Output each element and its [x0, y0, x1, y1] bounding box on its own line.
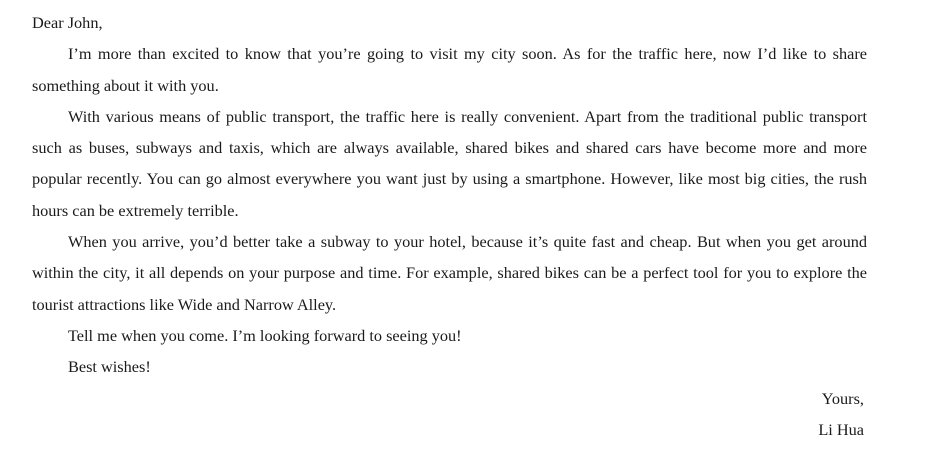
best-wishes: Best wishes!: [68, 357, 151, 377]
paragraph-transport: With various means of public transport, the traffic here is really convenient. Apart from the traditional public transport such as buses, subways and taxis, which are always available, shared bikes and shared cars have become more and more popular recently. You can go almost everywhere you want just by using a smartphone. However, like most big cities, the rush hours can be extremely terrible.: [32, 106, 867, 220]
signature: Li Hua: [818, 419, 864, 439]
salutation: Dear John,: [32, 13, 103, 32]
signoff: Yours,: [821, 388, 864, 408]
paragraph-intro: I’m more than excited to know that you’re going to visit my city soon. As for the traffic here, now I’d like to share something about it with you.: [32, 44, 867, 95]
paragraph-advice: When you arrive, you’d better take a subway to your hotel, because it’s quite fast and cheap. But when you get around within the city, it all depends on your purpose and time. For example, shared bikes can be a perfect tool for you to explore the tourist attractions like Wide and Narrow Alley.: [32, 232, 867, 314]
closing-line: Tell me when you come. I’m looking forward to seeing you!: [68, 325, 462, 345]
